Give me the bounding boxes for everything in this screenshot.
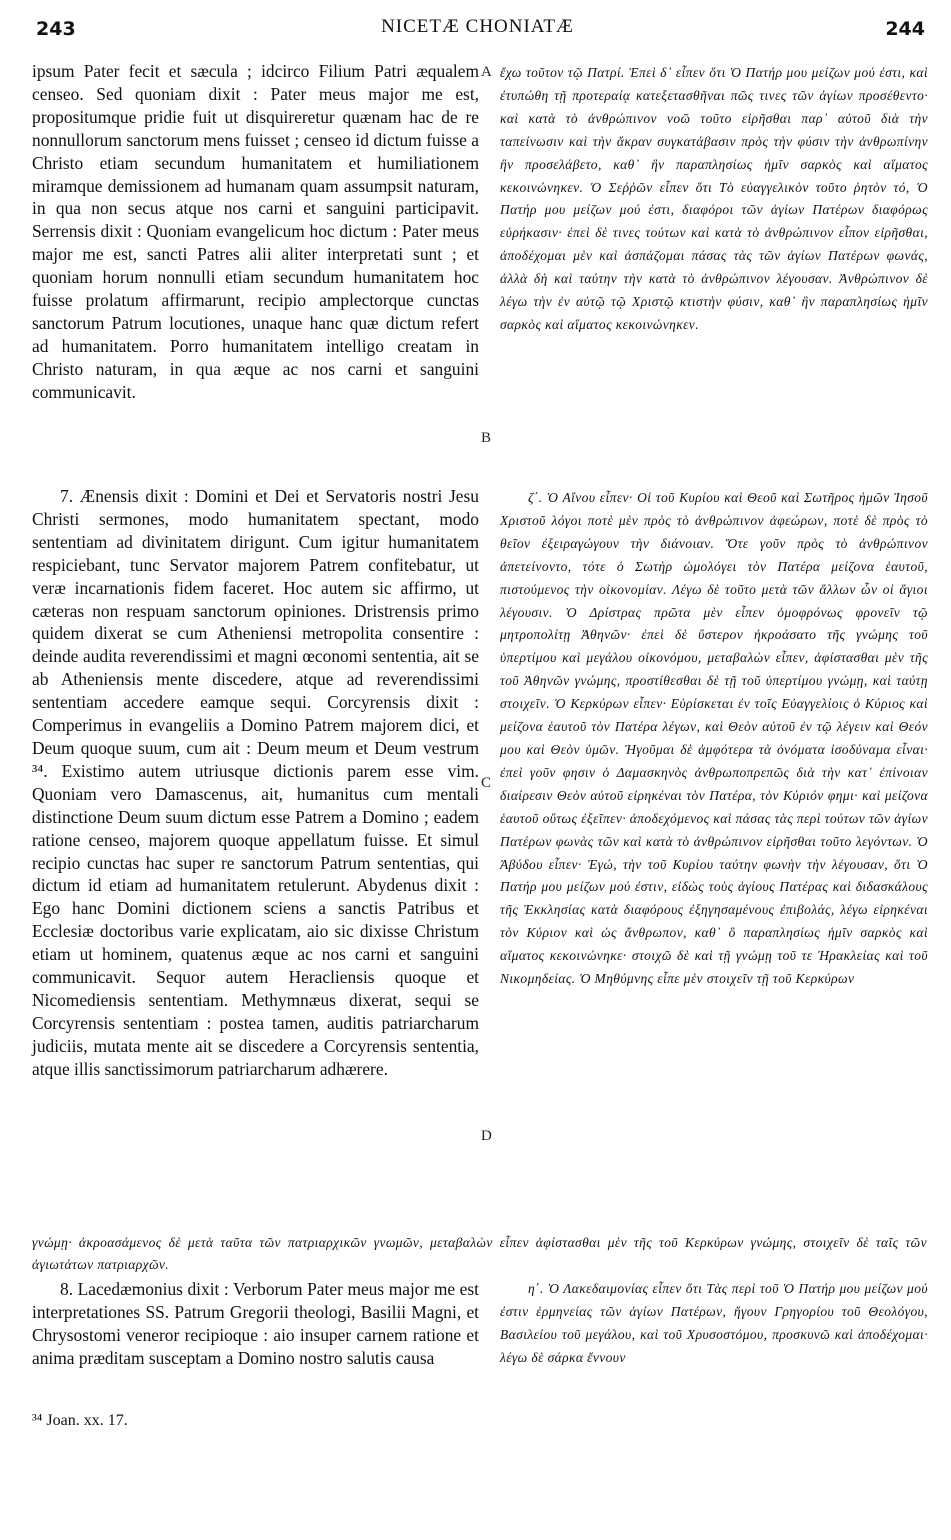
margin-letter-d: D <box>481 1128 492 1144</box>
latin-paragraph: 8. Lacedæmonius dixit : Verborum Pater meus major me est interpretationes SS. Patrum Gregorii theologi, Basilii Magni, et Chrysostomi veneror recipioque : aio insuper carnem ratione et anima præditam susceptam a Domino nostro salutis causa <box>32 1279 479 1368</box>
latin-paragraph: 7. Ænensis dixit : Domini et Dei et Servatoris nostri Jesu Christi sermones, modo humanitatem spectant, modo sententiam ad divinitatem dirigunt. Cum igitur humanitatem respiciebant, tunc Servator majorem Patrem confitebatur, ut veræ incarnationis fidem faceret. Hoc autem sic affirmo, ut cæteras non respuam sanctorum opiniones. Dristrensis primo quidem dixerat se cum Atheniensi metropolita consentire : deinde audita reverendissimi et magni œconomi sententia, ait se ab Atheniensis mente discedere, atque ad reverendissimi sententiam accedere eamque sequi. Corcyrensis dixit : Comperimus in evangeliis a Domino Patrem majorem dici, et Deum quoque suum, cum ait : Deum meum et Deum vestrum ³⁴. Existimo autem utriusque dictionis parem esse vim. Quoniam vero Damascenus, ait, humanitus cum mentali distinctione Deum suum dictum esse Patrem a Domino ; eadem ratione censeo, majorem quoque appellatum fuisse. Et simul recipio cunctas hac super re sanctorum Patrum sententias, qui dictum id etiam ad humanitatem retulerunt. Abydenus dixit : Ego hanc Domini dictionem sciens a sanctis Patribus et Ecclesiæ doctoribus varie explicatam, aio sic dixisse Christum etiam ut hominem, quatenus æque ac nos carni et sanguini communicavit. Sequor autem Heracliensis quoque et Nicomediensis sententiam. Methymnæus dixerat, sequi se Corcyrensis sententiam : postea tamen, auditis patriarcharum judiciis, mutata mente ait se discedere a Corcyrensis sententia, atque illis sanctissimorum patriarcharum adhærere. <box>32 486 479 1079</box>
latin-column-block-2 <box>32 485 479 1081</box>
greek-paragraph: η΄. Ὁ Λακεδαιμονίας εἶπεν ὅτι Τὰς περὶ τοῦ Ὁ Πατήρ μου μείζων μού ἐστιν ἑρμηνείας τῶν ἁγίων Πατέρων, ἤγουν Γρηγορίου τοῦ Θεολόγου, Βασιλείου τοῦ μεγάλου, καὶ τοῦ Χρυσοστόμου, προσκυνῶ καὶ ἀποδέχομαι· λέγω δὲ σάρκα ἔννουν <box>500 1281 928 1365</box>
margin-letter-b: B <box>481 430 492 446</box>
left-page-number: 243 <box>36 18 76 40</box>
footnote: ³⁴ Joan. xx. 17. <box>32 1412 128 1429</box>
running-header <box>30 10 925 44</box>
greek-column-block-1 <box>500 62 928 337</box>
margin-letter-a: A <box>481 64 492 80</box>
greek-spanning-line: γνώμῃ· ἀκροασάμενος δὲ μετὰ ταῦτα τῶν πατριαρχικῶν γνωμῶν, μεταβαλὼν εἶπεν ἀφίστασθαι μὲν τῆς τοῦ Κερκύρων γνώμης, στοιχεῖν δὲ ταῖς τῶν ἁγιωτάτων πατριαρχῶν. <box>32 1235 927 1272</box>
running-title: NICETÆ CHONIATÆ <box>381 16 574 37</box>
latin-column-block-3 <box>32 1278 479 1370</box>
greek-column-block-2 <box>500 487 928 991</box>
latin-paragraph: ipsum Pater fecit et sæcula ; idcirco Filium Patri æqualem censeo. Sed quoniam dixit : Pater meus major me est, propositumque pridie fuit ut disquireretur quænam hac de re nonnullorum sanctorum mens fuisset ; censeo id dictum fuisse a Christo etiam secundum humanitatem et humiliationem miramque demissionem ad humanam quam assumpsit naturam, in qua non secus atque nos carni et sanguini participavit. Serrensis dixit : Quoniam evangelicum hoc dictum : Pater meus major me est, sancti Patres alii aliter interpretati sunt ; et quoniam horum nonnulli etiam secundum humanitatem hoc fuisse prolatum affirmarunt, recipio amplectorque cunctas sanctorum Patrum locutiones, unaque hanc quæ dictum refert ad humanitatem. Porro humanitatem intelligo creatam in Christo naturam, in qua æque ac nos carni et sanguini communicavit. <box>32 61 479 402</box>
greek-paragraph: ζ΄. Ὁ Αἴνου εἶπεν· Οἱ τοῦ Κυρίου καὶ Θεοῦ καὶ Σωτῆρος ἡμῶν Ἰησοῦ Χριστοῦ λόγοι ποτὲ μὲν πρὸς τὸ ἀνθρώπινον ἀφεώρων, ποτὲ δὲ πρὸς τὸ θεῖον ἐξειραγώγουν τὴν διάνοιαν. Ὅτε γοῦν πρὸς τὸ ἀνθρώπινον ἀπετείνοντο, τότε ὁ Σωτὴρ ὡμολόγει τὸν Πατέρα μείζονα ἑαυτοῦ, πιστούμενος τὴν οἰκονομίαν. Λέγω δὲ τοῦτο μετὰ τῶν ἄλλων ὧν οἱ ἅγιοι λέγουσιν. Ὁ Δρίστρας πρῶτα μὲν εἶπεν ὁμοφρόνως φρονεῖν τῷ μητροπολίτῃ Ἀθηνῶν· ἐπεὶ δὲ ὕστερον ἠκροάσατο τῆς γνώμης τοῦ ὑπερτίμου καὶ μεγάλου οἰκονόμου, μεταβαλὼν εἶπεν, ἀφίστασθαι μὲν τῆς τοῦ Ἀθηνῶν γνώμης, προστίθεσθαι δὲ τῇ τοῦ ὑπερτίμου γνώμῃ, καὶ ταύτῃ στοιχεῖν. Ὁ Κερκύρων εἶπεν· Εὑρίσκεται ἐν τοῖς Εὐαγγελίοις ὁ Κύριος καὶ μείζονα ἑαυτοῦ τὸν Πατέρα λέγων, καὶ Θεὸν αὐτοῦ ἐν τῷ λέγειν καὶ Θεόν μου καὶ Θεὸν ὑμῶν. Ἡγοῦμαι δὲ ἀμφότερα τὰ ὀνόματα ἰσοδύναμα εἶναι· ἐπεὶ γοῦν φησιν ὁ Δαμασκηνὸς ἀνθρωποπρεπῶς διὰ τὴν κατ᾽ ἐπίνοιαν διαίρεσιν Θεὸν αὐτοῦ εἰρηκέναι τὸν Πατέρα, τὸν Κύριόν φημι· καὶ μείζονα ἑαυτοῦ οὕτως ἐξεῖπεν· ἀποδεχόμενος καὶ πάσας τὰς περὶ τούτων τῶν ἁγίων Πατέρων φωνὰς τῶν καὶ κατὰ τὸ ἀνθρώπινον εἰρῆσθαι τοῦτο λεγόντων. Ὁ Ἀβύδου εἶπεν· Ἐγώ, τὴν τοῦ Κυρίου ταύτην φωνὴν τὴν λέγουσαν, ὅτι Ὁ Πατήρ μου μείζων μού ἐστιν, εἰδὼς τοὺς ἁγίους Πατέρας καὶ διδασκάλους τῆς Ἐκκλησίας κατὰ διαφόρους ἐξηγησαμένους ἐπιβολάς, λέγω εἰρηκέναι τὸν Κύριον καὶ ὡς ἄνθρωπον, καθ᾽ ὃ παραπλησίως ἡμῖν σαρκὸς καὶ αἵματος κεκοινώνηκε· στοιχῶ δὲ καὶ τῇ γνώμῃ τοῦ τε Ἡρακλείας καὶ τοῦ Νικομηδείας. Ὁ Μηθύμνης εἶπε μὲν στοιχεῖν τῇ τοῦ Κερκύρων <box>500 490 928 987</box>
margin-letter-c: C <box>481 775 492 791</box>
greek-paragraph: ἔχω τοῦτον τῷ Πατρί. Ἐπεὶ δ᾽ εἶπεν ὅτι Ὁ Πατήρ μου μείζων μού ἐστι, καὶ ἐτυπώθη τῇ προτεραίᾳ κατεξετασθῆναι πῶς τινες τῶν ἁγίων προσέθεντο· καὶ κατὰ τὸ ἀνθρώπινον νοῶ τοῦτο εἰρῆσθαι παρ᾽ αὐτοῦ διὰ τὴν ταπείνωσιν καὶ τὴν ἄκραν συγκατάβασιν πρὸς τὴν φύσιν τὴν ἀνθρωπίνην ἣν προσελάβετο, καθ᾽ ἣν παραπλησίως ἡμῖν σαρκὸς καὶ αἵματος κεκοινώνηκεν. Ὁ Σεῤῥῶν εἶπεν ὅτι Τὸ εὐαγγελικὸν τοῦτο ῥητὸν τό, Ὁ Πατήρ μου μείζων μού ἐστι, διαφόροι τῶν ἁγίων Πατέρων διαφόρως εὐρήκασιν· ἐπεὶ δὲ τινες τούτων καὶ κατὰ τὸ ἀνθρώπινον εἶπον εἰρῆσθαι, ἀποδέχομαι μὲν καὶ ἀσπάζομαι πάσας τὰς τῶν ἁγίων Πατέρων φωνάς, ἀλλὰ δὴ καὶ ταύτην τὴν κατὰ τὸ ἀνθρώπινον λέγουσαν. Ἀνθρώπινον δὲ λέγω τὴν ἐν αὐτῷ τῷ Χριστῷ κτιστὴν φύσιν, καθ᾽ ἣν παραπλησίως ἡμῖν σαρκὸς καὶ αἵματος κεκοινώνηκεν. <box>500 65 928 332</box>
greek-column-block-3 <box>500 1278 928 1370</box>
latin-column-block-1 <box>32 60 479 404</box>
right-page-number: 244 <box>885 18 925 40</box>
